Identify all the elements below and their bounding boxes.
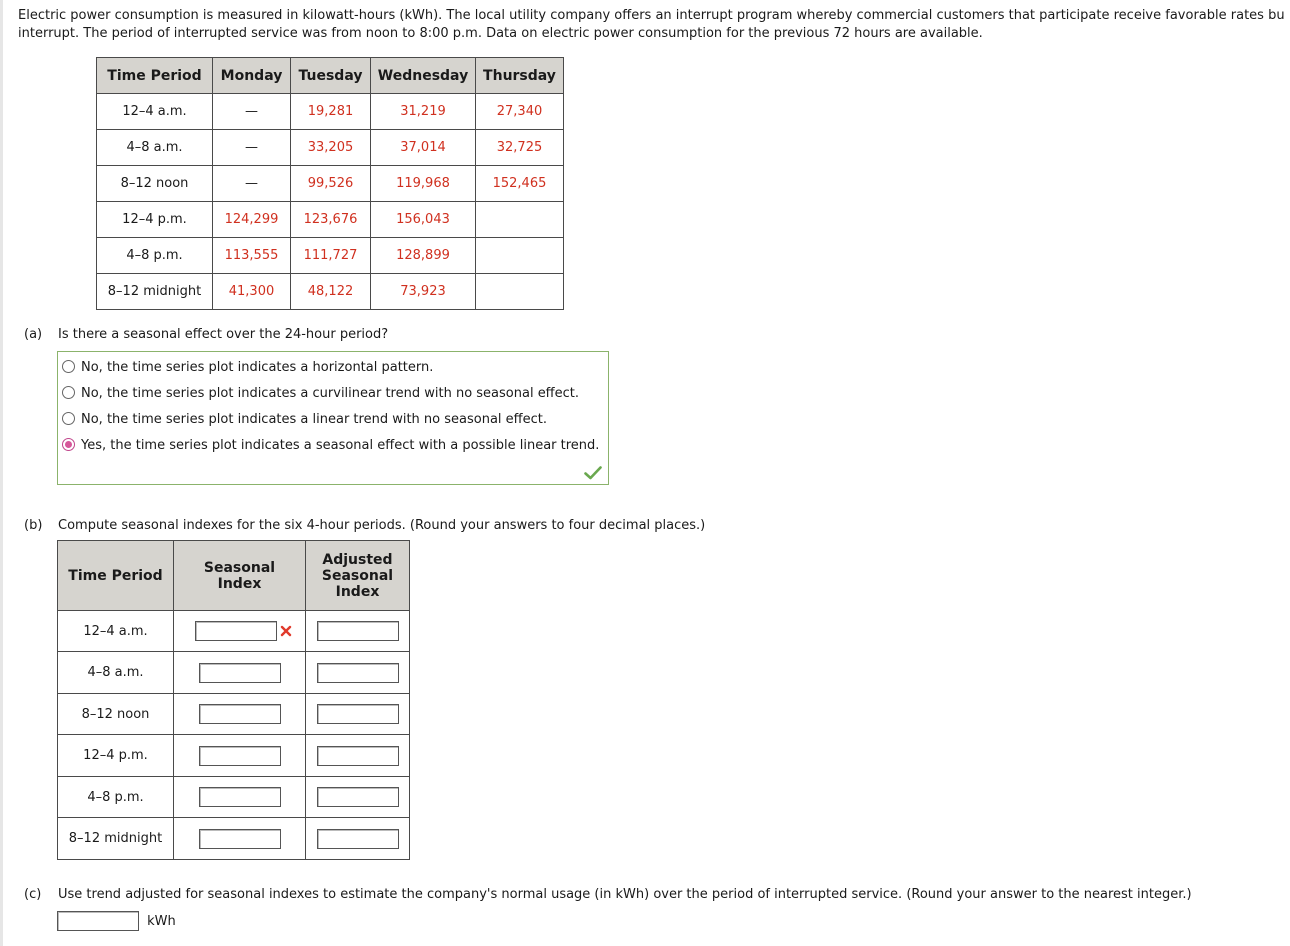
seasonal-index-input[interactable] [199, 829, 281, 849]
header-time-period: Time Period [97, 58, 213, 94]
header-time-period: Time Period [58, 541, 174, 611]
period-cell: 4–8 a.m. [58, 652, 174, 694]
table-row [58, 652, 410, 694]
table-row [97, 94, 564, 130]
value-cell: 123,676 [291, 202, 371, 238]
consumption-table [96, 57, 564, 310]
seasonal-index-input[interactable] [199, 663, 281, 683]
seasonal-index-cell [174, 611, 306, 652]
header-tuesday: Tuesday [291, 58, 371, 94]
period-cell: 8–12 noon [97, 166, 213, 202]
table-row [58, 777, 410, 818]
value-cell: 31,219 [371, 94, 476, 130]
value-cell [476, 238, 564, 274]
adjusted-index-cell [306, 611, 410, 652]
header-seasonal-index [174, 541, 306, 611]
option-3-label: No, the time series plot indicates a linear trend with no seasonal effect. [81, 412, 547, 427]
value-cell: — [213, 94, 291, 130]
value-cell: 113,555 [213, 238, 291, 274]
table-header-row [97, 58, 564, 94]
seasonal-index-cell [174, 818, 306, 860]
problem-intro [18, 7, 1290, 43]
part-b-question [24, 518, 705, 533]
adjusted-index-cell [306, 652, 410, 694]
adjusted-index-input[interactable] [317, 704, 399, 724]
period-cell: 4–8 p.m. [97, 238, 213, 274]
value-cell [476, 274, 564, 310]
period-cell: 12–4 a.m. [97, 94, 213, 130]
header-monday: Monday [213, 58, 291, 94]
seasonal-index-table [57, 540, 410, 860]
adjusted-index-cell [306, 777, 410, 818]
period-cell: 8–12 noon [58, 694, 174, 735]
adjusted-index-cell [306, 694, 410, 735]
part-b-text: Compute seasonal indexes for the six 4-hour periods. (Round your answers to four decimal places.) [58, 518, 706, 533]
part-a-label: (a) [24, 327, 43, 342]
value-cell: — [213, 130, 291, 166]
period-cell: 4–8 p.m. [58, 777, 174, 818]
adjusted-index-input[interactable] [317, 663, 399, 683]
value-cell: 111,727 [291, 238, 371, 274]
table-header-row [58, 541, 410, 611]
adjusted-index-cell [306, 735, 410, 777]
option-4[interactable] [62, 437, 599, 455]
table-row [97, 166, 564, 202]
value-cell: 119,968 [371, 166, 476, 202]
value-cell: 73,923 [371, 274, 476, 310]
table-row [97, 130, 564, 166]
usage-input[interactable] [57, 911, 139, 931]
intro-line-1: Electric power consumption is measured in kilowatt-hours (kWh). The local utility company offers an interrupt program whereby commercial customers that participate receive favorable rates bu [18, 8, 1285, 23]
value-cell: 19,281 [291, 94, 371, 130]
adjusted-index-input[interactable] [317, 829, 399, 849]
option-1-label: No, the time series plot indicates a horizontal pattern. [81, 360, 434, 375]
header-wednesday: Wednesday [371, 58, 476, 94]
value-cell: 33,205 [291, 130, 371, 166]
part-a-question [24, 327, 388, 342]
value-cell: 124,299 [213, 202, 291, 238]
part-a-text: Is there a seasonal effect over the 24-hour period? [58, 327, 389, 342]
period-cell: 12–4 a.m. [58, 611, 174, 652]
unit-label: kWh [147, 913, 176, 929]
radio-button[interactable] [62, 360, 75, 373]
header-adjusted-seasonal-index-label: Adjusted Seasonal Index [321, 551, 394, 600]
option-2[interactable] [62, 385, 579, 403]
period-cell: 12–4 p.m. [58, 735, 174, 777]
header-adjusted-seasonal-index [306, 541, 410, 611]
part-c-answer-row [57, 911, 176, 931]
option-1[interactable] [62, 359, 433, 377]
part-c-label: (c) [24, 887, 42, 902]
adjusted-index-input[interactable] [317, 746, 399, 766]
option-3[interactable] [62, 411, 547, 429]
table-row [58, 694, 410, 735]
seasonal-index-cell [174, 777, 306, 818]
period-cell: 8–12 midnight [58, 818, 174, 860]
seasonal-index-cell [174, 694, 306, 735]
part-a-options [57, 351, 609, 485]
option-2-label: No, the time series plot indicates a curvilinear trend with no seasonal effect. [81, 386, 580, 401]
option-4-label: Yes, the time series plot indicates a seasonal effect with a possible linear trend. [81, 438, 600, 453]
value-cell: 99,526 [291, 166, 371, 202]
table-row [97, 274, 564, 310]
table-row [58, 818, 410, 860]
part-c-text: Use trend adjusted for seasonal indexes to estimate the company's normal usage (in kWh) over the period of interrupted service. (Round your answer to the nearest integer.) [58, 887, 1192, 902]
value-cell: 152,465 [476, 166, 564, 202]
value-cell: 37,014 [371, 130, 476, 166]
value-cell: 48,122 [291, 274, 371, 310]
part-c-question [24, 887, 1192, 902]
value-cell: 32,725 [476, 130, 564, 166]
value-cell: 41,300 [213, 274, 291, 310]
period-cell: 8–12 midnight [97, 274, 213, 310]
value-cell: — [213, 166, 291, 202]
adjusted-index-cell [306, 818, 410, 860]
value-cell: 128,899 [371, 238, 476, 274]
x-icon [280, 625, 292, 637]
seasonal-index-input[interactable] [199, 787, 281, 807]
period-cell: 12–4 p.m. [97, 202, 213, 238]
seasonal-index-input[interactable] [199, 704, 281, 724]
table-row [97, 202, 564, 238]
adjusted-index-input[interactable] [317, 621, 399, 641]
adjusted-index-input[interactable] [317, 787, 399, 807]
radio-button-selected[interactable] [62, 438, 75, 451]
seasonal-index-cell [174, 652, 306, 694]
radio-button[interactable] [62, 412, 75, 425]
seasonal-index-input[interactable] [199, 746, 281, 766]
table-row [97, 238, 564, 274]
header-thursday: Thursday [476, 58, 564, 94]
value-cell [476, 202, 564, 238]
radio-button[interactable] [62, 386, 75, 399]
header-seasonal-index-label: Seasonal Index [203, 559, 276, 592]
period-cell: 4–8 a.m. [97, 130, 213, 166]
seasonal-index-input[interactable] [195, 621, 277, 641]
seasonal-index-cell [174, 735, 306, 777]
part-b-label: (b) [24, 518, 43, 533]
intro-line-2: interrupt. The period of interrupted service was from noon to 8:00 p.m. Data on electric power consumption for the previous 72 hours are available. [18, 26, 983, 41]
value-cell: 27,340 [476, 94, 564, 130]
value-cell: 156,043 [371, 202, 476, 238]
table-row [58, 735, 410, 777]
left-edge-border [0, 0, 3, 946]
check-icon [584, 466, 602, 480]
table-row [58, 611, 410, 652]
